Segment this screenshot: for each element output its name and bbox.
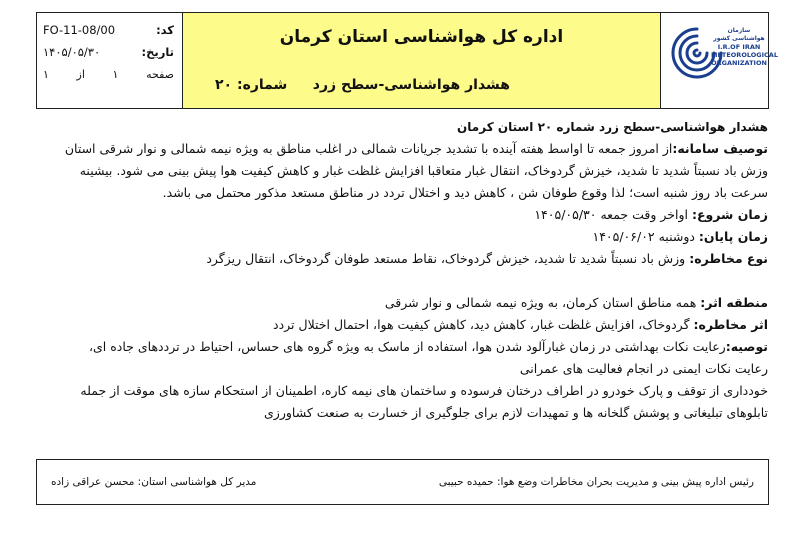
- page-total: ۱: [43, 67, 49, 81]
- logo-box: [661, 13, 778, 108]
- start-value: اواخر وقت جمعه ۱۴۰۵/۰۵/۳۰: [534, 207, 688, 222]
- affected-area: [40, 292, 768, 314]
- warning-heading: هشدار هواشناسی-سطح زرد شماره ۲۰ استان کرمان: [457, 120, 768, 134]
- advice-line-2: رعایت نکات ایمنی در انجام فعالیت های عمرانی: [519, 361, 768, 376]
- forecast-head-signature: رئیس اداره پیش بینی و مدیریت بحران مخاطرات وضع هوا: حمیده حبیبی: [438, 476, 754, 488]
- spacer: [40, 270, 768, 292]
- page-label: صفحه: [146, 67, 174, 81]
- page-of: از: [76, 67, 85, 81]
- form-meta-box: [37, 13, 183, 108]
- code-label: کد:: [156, 23, 174, 37]
- advice-text-1: رعایت نکات بهداشتی در زمان غبارآلود شدن هوا، استفاده از ماسک به ویژه گروه های حساس، احتیاط در ترددهای جاده ای،: [88, 339, 726, 354]
- logo-text: [711, 27, 778, 67]
- page-num: ۱: [112, 67, 119, 81]
- code-value: FO-11-08/00: [43, 23, 116, 37]
- type-label: نوع مخاطره:: [689, 251, 768, 266]
- warning-number: شماره: ۲۰: [215, 77, 288, 93]
- code-row: [43, 19, 174, 41]
- org-title: اداره کل هواشناسی استان کرمان: [279, 27, 564, 47]
- type-value: وزش باد نسبتاً شدید تا شدید، خیزش گردوخاک، نقاط مستعد طوفان گردوخاک، انتقال ریزگرد: [206, 251, 686, 266]
- title-box: [183, 13, 661, 108]
- end-label: زمان پایان:: [698, 229, 768, 244]
- end-time: [40, 226, 768, 248]
- warning-title: هشدار هواشناسی-سطح زرد: [312, 77, 510, 93]
- logo-text-en3: ORGANIZATION: [711, 59, 767, 67]
- area-label: منطقه اثر:: [700, 295, 768, 310]
- document-header: [36, 12, 778, 109]
- start-time: [40, 204, 768, 226]
- hazard-type: [40, 248, 768, 270]
- effect-label: اثر مخاطره:: [693, 317, 768, 332]
- area-value: همه مناطق استان کرمان، به ویژه نیمه شمالی و نوار شرقی: [384, 295, 697, 310]
- date-value: ۱۴۰۵/۰۵/۳۰: [43, 45, 101, 59]
- system-description-line-1: [40, 138, 768, 160]
- logo-text-fa: سازمان هواشناسی کشور: [713, 27, 765, 42]
- page-row: [43, 63, 174, 85]
- warning-body: [40, 116, 768, 424]
- system-description-line-3: سرعت باد روز شنبه است؛ لذا وقوع طوفان شن ، کاهش دید و اختلال تردد در مناطق مستعد مذکور محتمل می باشد.: [162, 185, 768, 200]
- effect-value: گردوخاک، افزایش غلظت غبار، کاهش دید، کاهش کیفیت هوا، احتمال اختلال تردد: [273, 317, 690, 332]
- signature-box: [36, 459, 769, 505]
- desc-text-1: از امروز جمعه تا اواسط هفته آینده با تشدید جریانات شمالی در اغلب مناطق به ویژه نیمه شمالی و نوار شرقی استان: [64, 141, 673, 156]
- logo-text-en2: METEOROLOGICAL: [711, 51, 778, 59]
- logo-text-en1: I.R.OF IRAN: [717, 43, 761, 51]
- director-signature: مدیر کل هواشناسی استان: محسن عراقی زاده: [51, 476, 257, 488]
- advice-line-3: خودداری از توقف و پارک خودرو در اطراف درختان فرسوده و ساختمان های نیمه کاره، اطمینان از استحکام سازه های موقت از جمله: [80, 383, 768, 398]
- advice-line-1: [40, 336, 768, 358]
- system-description-line-2: وزش باد نسبتاً شدید تا شدید، خیزش گردوخاک، انتقال غبار متعاقبا افزایش غلظت غبار و کاهش کیفیت هوا پیش بینی می شود. بیشینه: [79, 163, 768, 178]
- advice-line-4: تابلوهای تبلیغاتی و پوشش گلخانه ها و تمهیدات لازم برای جلوگیری از خسارت به صنعت کشاورزی: [264, 405, 768, 420]
- end-value: دوشنبه ۱۴۰۵/۰۶/۰۲: [592, 229, 695, 244]
- hazard-effect: [40, 314, 768, 336]
- date-label: تاریخ:: [141, 45, 174, 59]
- advice-label: توصیه:: [725, 339, 768, 354]
- date-row: [43, 41, 174, 63]
- start-label: زمان شروع:: [691, 207, 768, 222]
- desc-label: توصیف سامانه:: [672, 141, 768, 156]
